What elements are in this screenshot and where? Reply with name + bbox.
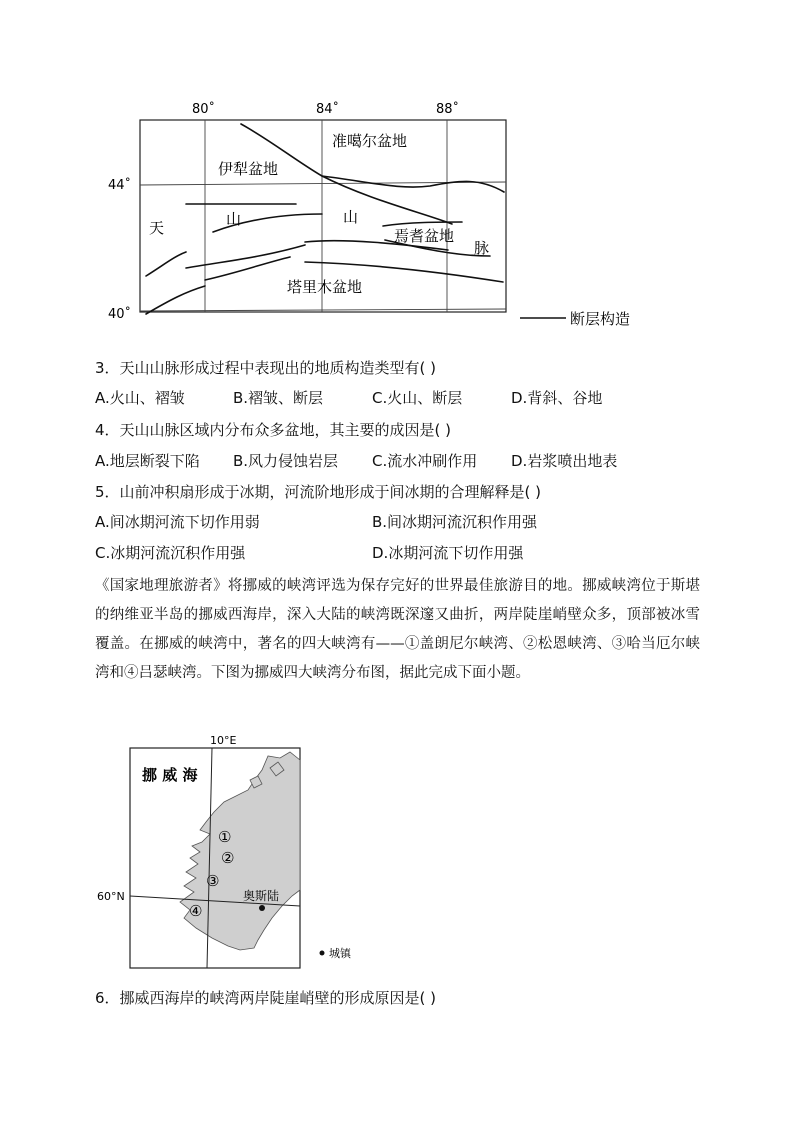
lon-label-10e: 10°E bbox=[210, 734, 237, 747]
q4-option-c[interactable]: C.流水冲刷作用 bbox=[372, 452, 478, 470]
norway-landmass bbox=[180, 752, 300, 950]
q5-option-a[interactable]: A.间冰期河流下切作用弱 bbox=[95, 513, 260, 531]
norway-fjord-map bbox=[95, 728, 365, 973]
lon-label-80: 80˚ bbox=[192, 102, 216, 117]
question-6-stem: 6．挪威西海岸的峡湾两岸陡崖峭壁的形成原因是( ) bbox=[95, 989, 437, 1007]
oslo-city-marker bbox=[259, 905, 265, 911]
q3-option-a[interactable]: A.火山、褶皱 bbox=[95, 389, 185, 407]
lon-label-84: 84˚ bbox=[316, 102, 340, 117]
tianshan-map bbox=[100, 90, 660, 340]
fjord-2-marker: ② bbox=[221, 849, 235, 867]
q4-option-a[interactable]: A.地层断裂下陷 bbox=[95, 452, 200, 470]
oslo-label: 奥斯陆 bbox=[243, 889, 280, 903]
q3-option-b[interactable]: B.褶皱、断层 bbox=[233, 389, 324, 407]
q4-option-b[interactable]: B.风力侵蚀岩层 bbox=[233, 452, 339, 470]
fjord-3-marker: ③ bbox=[206, 872, 220, 890]
place-mai: 脉 bbox=[474, 239, 490, 257]
lon-label-88: 88˚ bbox=[436, 102, 460, 117]
fjord-passage: 《国家地理旅游者》将挪威的峡湾评选为保存完好的世界最佳旅游目的地。挪威峡湾位于斯堪的纳维亚半岛的挪威西海岸，深入大陆的峡湾既深邃又曲折，两岸陡崖峭壁众多，顶部被冰雪覆盖。在挪威的峡湾中，著名的四大峡湾有——①盖朗尼尔峡湾、②松恩峡湾、③哈当厄尔峡湾和④吕瑟峡湾。下图为挪威四大峡湾分布图，据此完成下面小题。 bbox=[95, 578, 700, 681]
question-5-stem: 5．山前冲积扇形成于冰期，河流阶地形成于间冰期的合理解释是( ) bbox=[95, 483, 542, 501]
q4-option-d[interactable]: D.岩浆喷出地表 bbox=[511, 452, 618, 470]
lat-label-40: 40˚ bbox=[108, 307, 132, 322]
q5-option-d[interactable]: D.冰期河流下切作用强 bbox=[372, 544, 524, 562]
lat-line-40 bbox=[140, 309, 506, 311]
place-tarim: 塔里木盆地 bbox=[287, 278, 363, 296]
legend-fault-label: 断层构造 bbox=[570, 310, 631, 328]
lat-label-44: 44˚ bbox=[108, 178, 132, 193]
fault-line bbox=[322, 176, 504, 192]
lat-label-60n: 60°N bbox=[97, 890, 125, 903]
place-shan-1: 山 bbox=[226, 210, 242, 228]
question-4-stem: 4．天山山脉区域内分布众多盆地，其主要的成因是( ) bbox=[95, 421, 452, 439]
place-shan-2: 山 bbox=[343, 208, 359, 226]
legend-city-label: 城镇 bbox=[329, 947, 351, 960]
place-yili: 伊犁盆地 bbox=[218, 160, 279, 178]
question-3-stem: 3．天山山脉形成过程中表现出的地质构造类型有( ) bbox=[95, 359, 437, 377]
q5-option-c[interactable]: C.冰期河流沉积作用强 bbox=[95, 544, 246, 562]
fault-line bbox=[205, 257, 290, 280]
fault-line bbox=[146, 252, 186, 276]
q3-option-c[interactable]: C.火山、断层 bbox=[372, 389, 463, 407]
legend-city-symbol bbox=[320, 951, 325, 956]
place-yanqi: 焉耆盆地 bbox=[394, 227, 455, 245]
fault-line bbox=[146, 286, 205, 314]
q3-option-d[interactable]: D.背斜、谷地 bbox=[511, 389, 603, 407]
q5-option-b[interactable]: B.间冰期河流沉积作用强 bbox=[372, 513, 538, 531]
fjord-4-marker: ④ bbox=[189, 902, 203, 920]
fault-line bbox=[186, 245, 305, 268]
sea-label: 挪 威 海 bbox=[142, 766, 198, 784]
place-junggar: 准噶尔盆地 bbox=[332, 132, 408, 150]
fjord-1-marker: ① bbox=[218, 828, 232, 846]
place-tian: 天 bbox=[149, 219, 165, 237]
